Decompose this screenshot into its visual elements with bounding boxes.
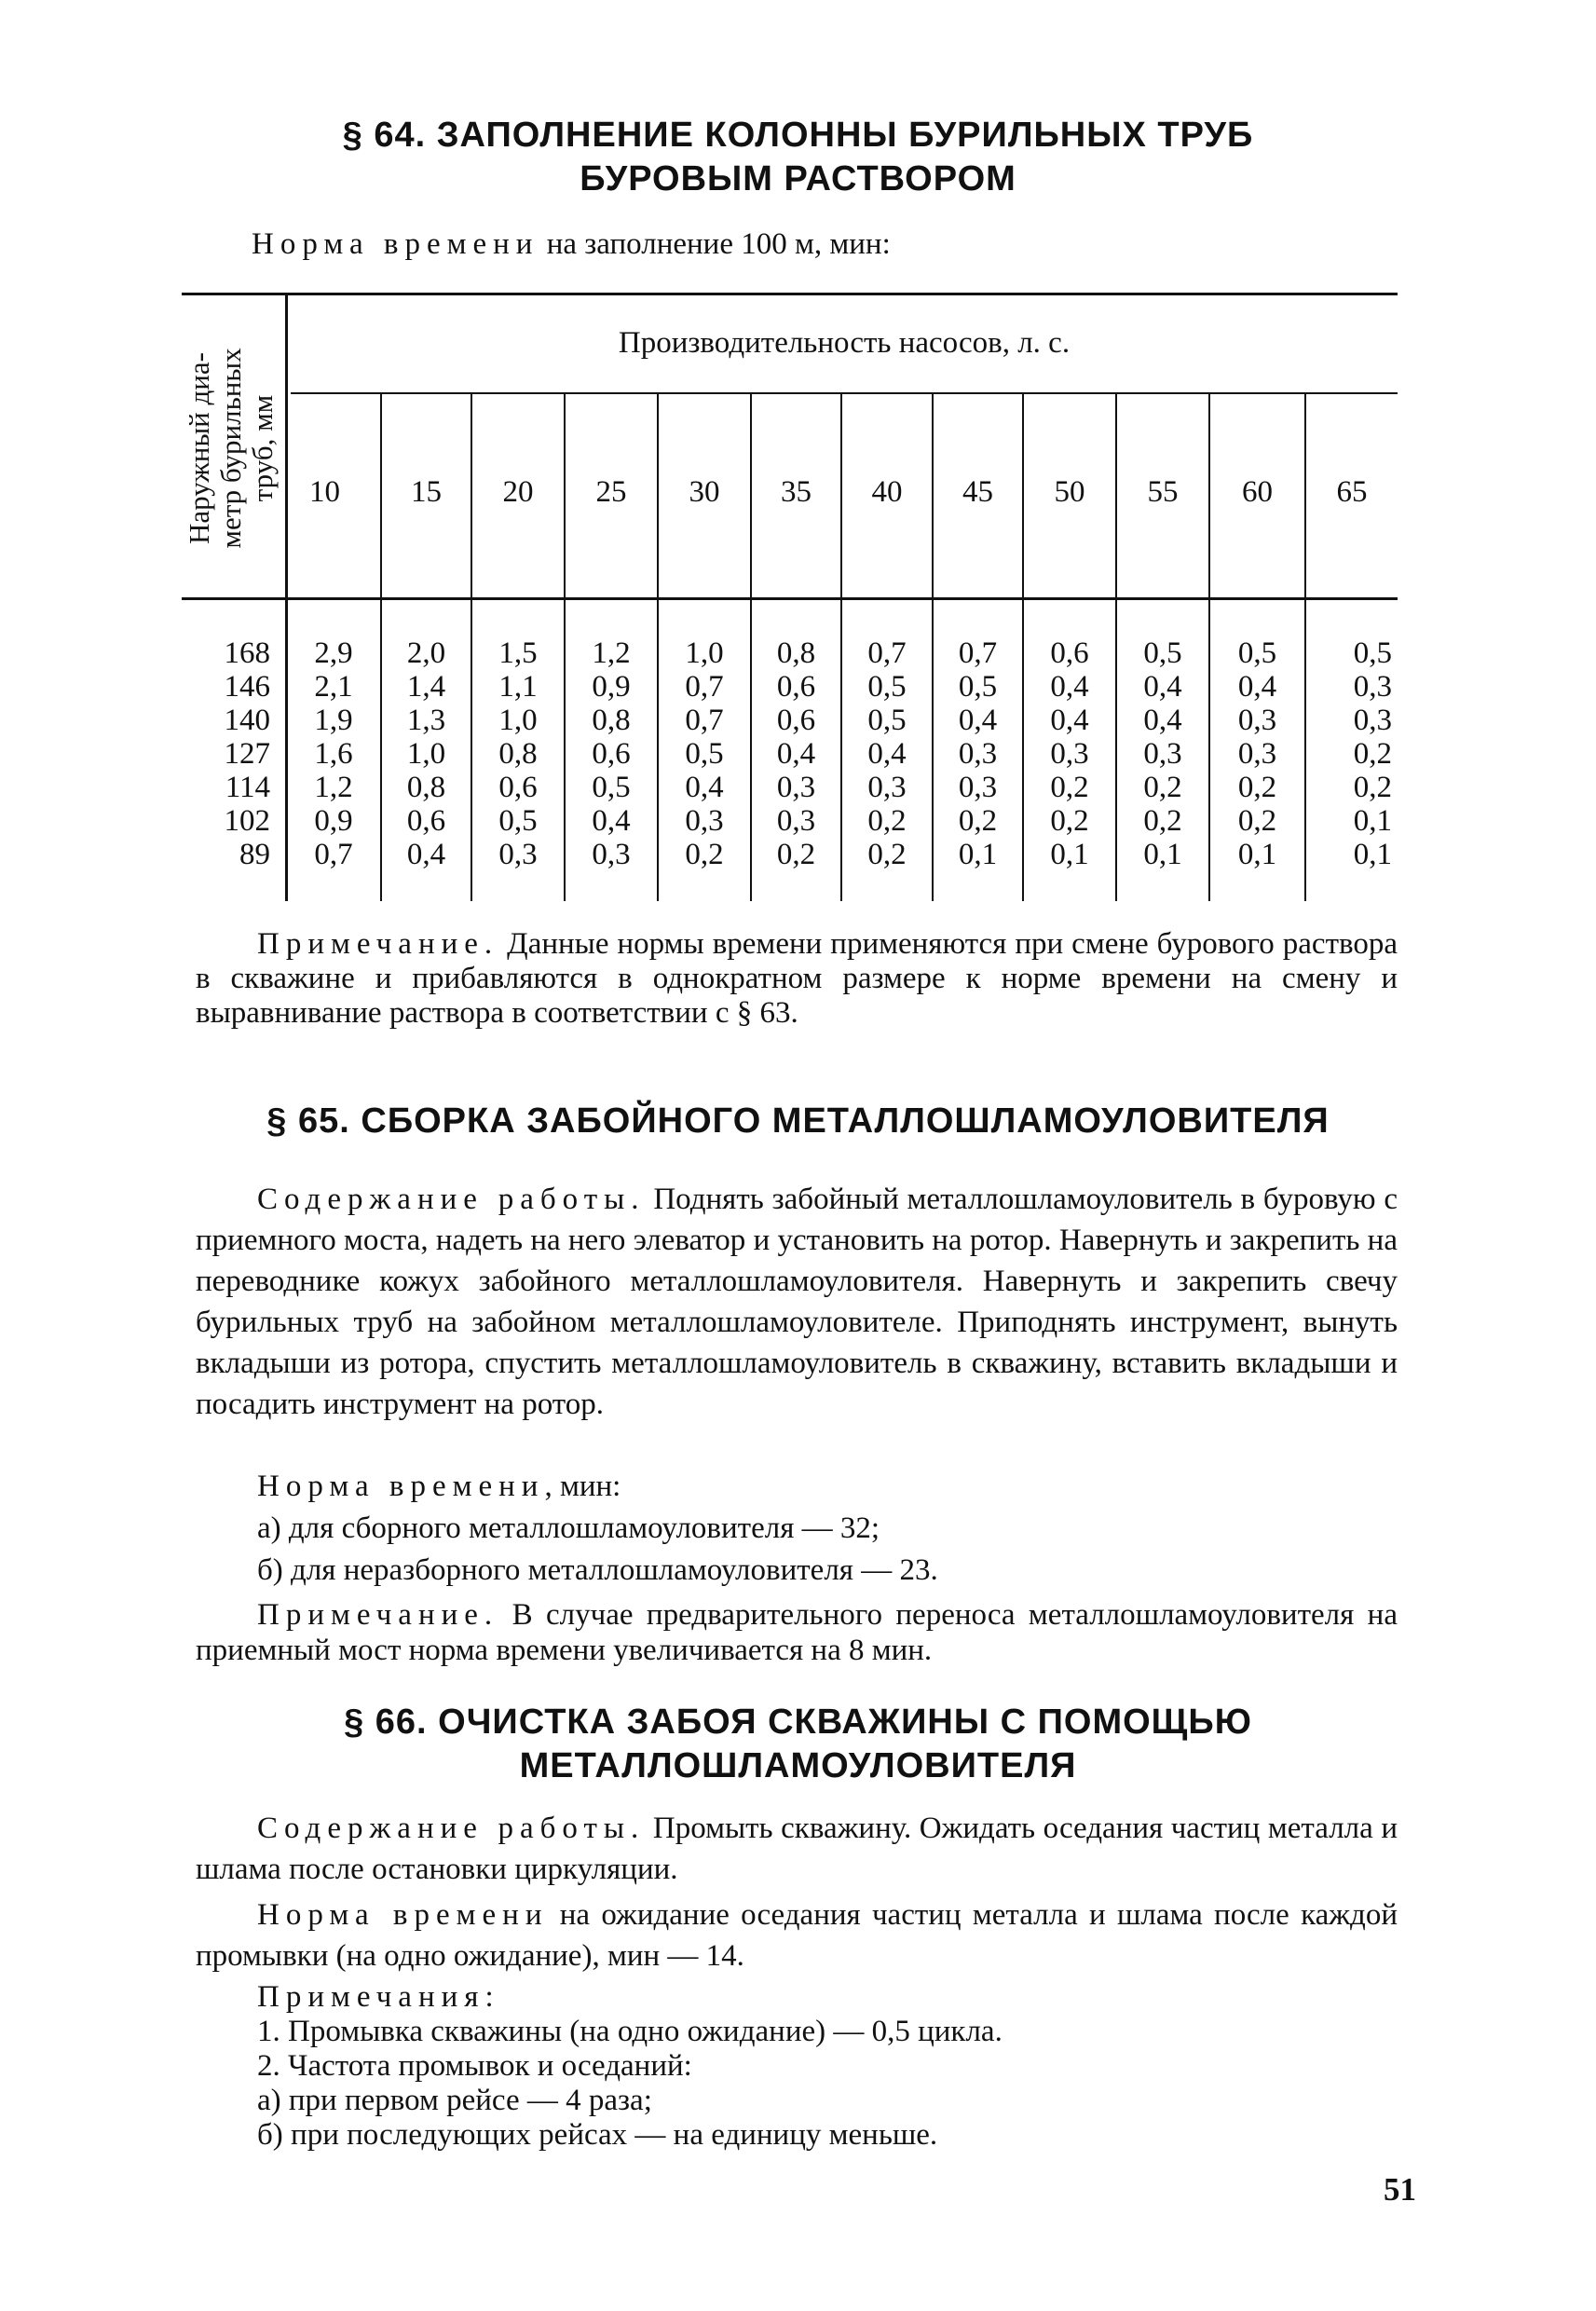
- value-cell: 0,3: [1143, 737, 1182, 771]
- diameter-cell: 146: [224, 670, 270, 704]
- column-header: 55: [1147, 475, 1179, 509]
- column-header: 60: [1242, 475, 1273, 509]
- value-cell: 0,3: [1353, 704, 1392, 737]
- value-cell: 0,6: [406, 804, 446, 838]
- value-cell: 0,2: [1143, 804, 1182, 838]
- group-header: Производительность насосов, л. с.: [618, 326, 1071, 360]
- value-cell: 1,9: [314, 704, 353, 737]
- notes-label: Примечания:: [257, 1980, 500, 2014]
- value-cell: 0,1: [1353, 838, 1392, 871]
- column-header: 25: [595, 475, 627, 509]
- column-header: 20: [502, 475, 534, 509]
- value-cell: 0,8: [498, 737, 538, 771]
- value-cell: 0,2: [776, 838, 816, 871]
- value-column: [1210, 636, 1304, 871]
- norm-label: Норма времени: [252, 227, 539, 261]
- value-cell: 1,0: [498, 704, 538, 737]
- section-64-title-line2: БУРОВЫМ РАСТВОРОМ: [580, 159, 1016, 198]
- norm-item-b: б) для неразборного металлошламоуловителя — 23.: [257, 1553, 938, 1587]
- value-cell: 0,7: [685, 704, 724, 737]
- value-cell: 0,3: [1353, 670, 1392, 704]
- value-cell: 0,3: [592, 838, 631, 871]
- value-cell: 0,1: [1050, 838, 1089, 871]
- value-cell: 0,2: [1353, 737, 1392, 771]
- value-cell: 0,1: [958, 838, 998, 871]
- value-cell: 0,8: [406, 771, 446, 804]
- table-group-rule: [291, 392, 1398, 394]
- value-cell: 0,3: [1237, 737, 1277, 771]
- column-header: 65: [1336, 475, 1368, 509]
- value-cell: 0,5: [867, 670, 907, 704]
- value-cell: 0,3: [867, 771, 907, 804]
- section-65-norm: [257, 1466, 1394, 1507]
- content-text: Промыть скважину. Ожидать оседания частиц металла и шлама после остановки циркуляции.: [196, 1812, 1398, 1886]
- value-cell: 0,5: [1143, 636, 1182, 670]
- value-cell: 0,8: [592, 704, 631, 737]
- section-65-note: [196, 1597, 1398, 1668]
- value-cell: 0,1: [1143, 838, 1182, 871]
- value-cell: 0,6: [498, 771, 538, 804]
- value-cell: 0,7: [958, 636, 998, 670]
- value-cell: 2,0: [406, 636, 446, 670]
- row-header-line: метр бурильных: [214, 348, 247, 549]
- value-column: [842, 636, 932, 871]
- section-64-note: [196, 927, 1398, 1031]
- value-column: [752, 636, 840, 871]
- value-column: [566, 636, 657, 871]
- column-header: 30: [689, 475, 720, 509]
- diameter-cell: 102: [224, 804, 270, 838]
- column-header: 10: [309, 475, 340, 509]
- value-cell: 0,5: [867, 704, 907, 737]
- value-cell: 0,3: [958, 771, 998, 804]
- norm-label: Норма времени: [257, 1470, 545, 1503]
- value-cell: 0,4: [1237, 670, 1277, 704]
- diameter-column: [186, 636, 280, 871]
- value-column: [289, 636, 378, 871]
- section-64-title-line1: § 64. ЗАПОЛНЕНИЕ КОЛОННЫ БУРИЛЬНЫХ ТРУБ: [342, 116, 1254, 155]
- value-cell: 1,6: [314, 737, 353, 771]
- notes-item: а) при первом рейсе — 4 раза;: [257, 2084, 652, 2117]
- value-cell: 0,2: [867, 838, 907, 871]
- diameter-cell: 140: [224, 704, 270, 737]
- value-cell: 0,3: [958, 737, 998, 771]
- value-cell: 0,4: [592, 804, 631, 838]
- value-cell: 0,3: [776, 804, 816, 838]
- value-cell: 0,3: [776, 771, 816, 804]
- value-cell: 0,4: [867, 737, 907, 771]
- value-cell: 0,2: [1353, 771, 1392, 804]
- value-cell: 0,4: [1050, 704, 1089, 737]
- value-cell: 0,2: [958, 804, 998, 838]
- section-66-content: [196, 1808, 1398, 1890]
- value-column: [659, 636, 750, 871]
- value-cell: 0,1: [1353, 804, 1392, 838]
- note-label: Примечание.: [257, 927, 499, 961]
- note-label: Примечание.: [257, 1598, 499, 1632]
- diameter-cell: 89: [239, 838, 270, 871]
- value-cell: 0,4: [1143, 670, 1182, 704]
- norm-text: на заполнение 100 м, мин:: [539, 227, 891, 261]
- column-header: 50: [1054, 475, 1085, 509]
- value-cell: 0,2: [1050, 804, 1089, 838]
- value-cell: 0,9: [592, 670, 631, 704]
- column-header: 15: [411, 475, 442, 509]
- value-cell: 1,2: [314, 771, 353, 804]
- value-cell: 0,4: [685, 771, 724, 804]
- value-cell: 0,4: [406, 838, 446, 871]
- note-text: Данные нормы времени применяются при смене бурового раствора в скважине и прибавляются в однократном размере к норме времени на смену и выравнивание раствора в соответствии с § 63.: [196, 927, 1398, 1030]
- section-66-norm: [196, 1894, 1398, 1976]
- value-cell: 0,7: [867, 636, 907, 670]
- value-cell: 0,3: [498, 838, 538, 871]
- section-65-content: [196, 1179, 1398, 1425]
- row-header-line: труб, мм: [246, 394, 279, 502]
- column-header: 40: [871, 475, 903, 509]
- norm-text: на ожидание оседания частиц металла и шлама после каждой промывки (на одно ожидание), мин — 14.: [196, 1898, 1398, 1973]
- value-cell: 2,1: [314, 670, 353, 704]
- value-column: [382, 636, 471, 871]
- page-number: 51: [1384, 2171, 1416, 2208]
- value-cell: 0,2: [1143, 771, 1182, 804]
- value-cell: 0,5: [592, 771, 631, 804]
- value-cell: 0,2: [685, 838, 724, 871]
- value-cell: 0,5: [1237, 636, 1277, 670]
- value-cell: 0,5: [685, 737, 724, 771]
- norm-text: , мин:: [544, 1470, 621, 1503]
- norm-item-a: а) для сборного металлошламоуловителя — 32;: [257, 1511, 880, 1545]
- value-cell: 0,5: [498, 804, 538, 838]
- section-65-title: § 65. СБОРКА ЗАБОЙНОГО МЕТАЛЛОШЛАМОУЛОВИТЕЛЯ: [266, 1101, 1330, 1141]
- note-text: В случае предварительного переноса металлошламоуловителя на приемный мост норма времени увеличивается на 8 мин.: [196, 1598, 1398, 1667]
- value-cell: 0,4: [1143, 704, 1182, 737]
- column-header: 35: [781, 475, 812, 509]
- value-cell: 0,3: [685, 804, 724, 838]
- content-label: Содержание работы.: [257, 1183, 646, 1216]
- value-cell: 0,3: [1237, 704, 1277, 737]
- value-cell: 1,1: [498, 670, 538, 704]
- value-cell: 0,4: [958, 704, 998, 737]
- value-cell: 0,6: [1050, 636, 1089, 670]
- value-cell: 1,4: [406, 670, 446, 704]
- value-cell: 0,1: [1237, 838, 1277, 871]
- value-cell: 0,4: [1050, 670, 1089, 704]
- notes-item: 1. Промывка скважины (на одно ожидание) — 0,5 цикла.: [257, 2015, 1003, 2048]
- section-66-title-line2: МЕТАЛЛОШЛАМОУЛОВИТЕЛЯ: [519, 1746, 1077, 1785]
- row-header-line: Наружный диа-: [183, 352, 215, 544]
- row-header: [184, 294, 286, 602]
- value-cell: 1,0: [406, 737, 446, 771]
- value-cell: 0,5: [958, 670, 998, 704]
- value-cell: 0,2: [1050, 771, 1089, 804]
- section-66-notes: [257, 1980, 1394, 2153]
- diameter-cell: 168: [224, 636, 270, 670]
- value-cell: 0,3: [1050, 737, 1089, 771]
- value-cell: 0,4: [776, 737, 816, 771]
- value-cell: 2,9: [314, 636, 353, 670]
- norm-label: Норма времени: [257, 1898, 549, 1932]
- value-cell: 0,9: [314, 804, 353, 838]
- table-top-rule: [182, 293, 1398, 295]
- value-cell: 0,5: [1353, 636, 1392, 670]
- content-text: Поднять забойный металлошламоуловитель в буровую с приемного моста, надеть на него элеватор и установить на ротор. Навернуть и закрепить на переводнике кожух забойного металлошламоуловителя. Навернуть и закрепить свечу бурильных труб на забойном металлошламоуловителе. Приподнять инструмент, вынуть вкладыши из ротора, спустить металлошламоуловитель в скважину, вставить вкладыши и посадить инструмент на ротор.: [196, 1183, 1398, 1421]
- value-cell: 0,7: [314, 838, 353, 871]
- table-header-bottom-rule: [182, 597, 1398, 600]
- section-66-title-line1: § 66. ОЧИСТКА ЗАБОЯ СКВАЖИНЫ С ПОМОЩЬЮ: [344, 1702, 1252, 1742]
- value-cell: 0,6: [592, 737, 631, 771]
- value-cell: 1,2: [592, 636, 631, 670]
- notes-item: б) при последующих рейсах — на единицу меньше.: [257, 2118, 938, 2152]
- value-cell: 0,2: [1237, 804, 1277, 838]
- value-column: [1024, 636, 1115, 871]
- column-header: 45: [962, 475, 993, 509]
- value-column: [1117, 636, 1208, 871]
- value-cell: 1,5: [498, 636, 538, 670]
- value-column: [934, 636, 1022, 871]
- notes-item: 2. Частота промывок и оседаний:: [257, 2049, 692, 2083]
- value-cell: 0,8: [776, 636, 816, 670]
- value-cell: 0,2: [1237, 771, 1277, 804]
- value-cell: 1,0: [685, 636, 724, 670]
- value-cell: 0,7: [685, 670, 724, 704]
- section-66-title: [186, 1701, 1410, 1788]
- value-cell: 0,2: [867, 804, 907, 838]
- diameter-cell: 114: [225, 771, 270, 804]
- norm-table: [0, 0, 1596, 932]
- value-column: [472, 636, 564, 871]
- value-cell: 0,6: [776, 704, 816, 737]
- value-column: [1306, 636, 1398, 871]
- diameter-cell: 127: [224, 737, 270, 771]
- value-cell: 0,6: [776, 670, 816, 704]
- content-label: Содержание работы.: [257, 1812, 646, 1845]
- value-cell: 1,3: [406, 704, 446, 737]
